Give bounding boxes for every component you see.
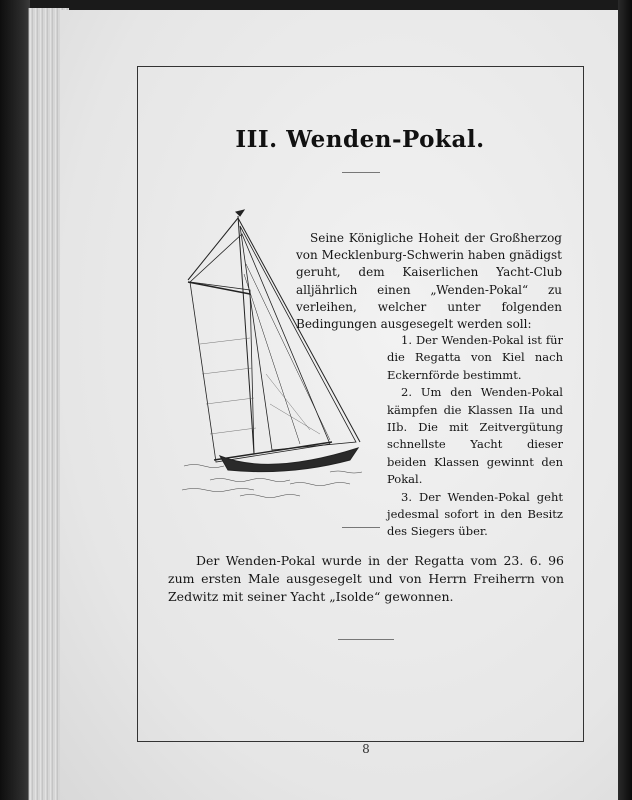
title-divider	[342, 172, 380, 173]
section-divider	[342, 527, 380, 528]
intro-paragraph	[296, 230, 562, 333]
page-title: III. Wenden-Pokal.	[235, 126, 485, 153]
page-number: 8	[362, 742, 370, 756]
condition-item-1: 1. Der Wenden-Pokal ist für die Regatta von Kiel nach Eckernförde bestimmt.	[387, 333, 563, 382]
result-paragraph: Der Wenden-Pokal wurde in der Regatta vom 23. 6. 96 zum ersten Male ausgesegelt und von Herrn Freiherrn von Zedwitz mit seiner Yacht „Isolde“ gewonnen.	[168, 553, 564, 604]
condition-item-3: 3. Der Wenden-Pokal geht jedesmal sofort in den Besitz des Siegers über.	[387, 489, 563, 539]
right-page-edge	[618, 0, 632, 800]
intro-text: Seine Königliche Hoheit der Großherzog von Mecklenburg-Schwerin haben gnädigst geruht, dem Kaiserlichen Yacht-Club alljährlich einen „Wenden-Pokal“ zu verleihen, welcher unter folgenden Bedingungen ausgesegelt werden soll:	[296, 231, 562, 332]
book-spine	[0, 0, 30, 800]
conditions-list	[387, 332, 563, 541]
bottom-divider	[338, 639, 394, 640]
condition-item-2: 2. Um den Wenden-Pokal kämpfen die Klassen IIa und IIb. Die mit Zeitvergütung schnellste Yacht dieser beiden Klassen gewinnt den Pokal.	[387, 385, 563, 487]
